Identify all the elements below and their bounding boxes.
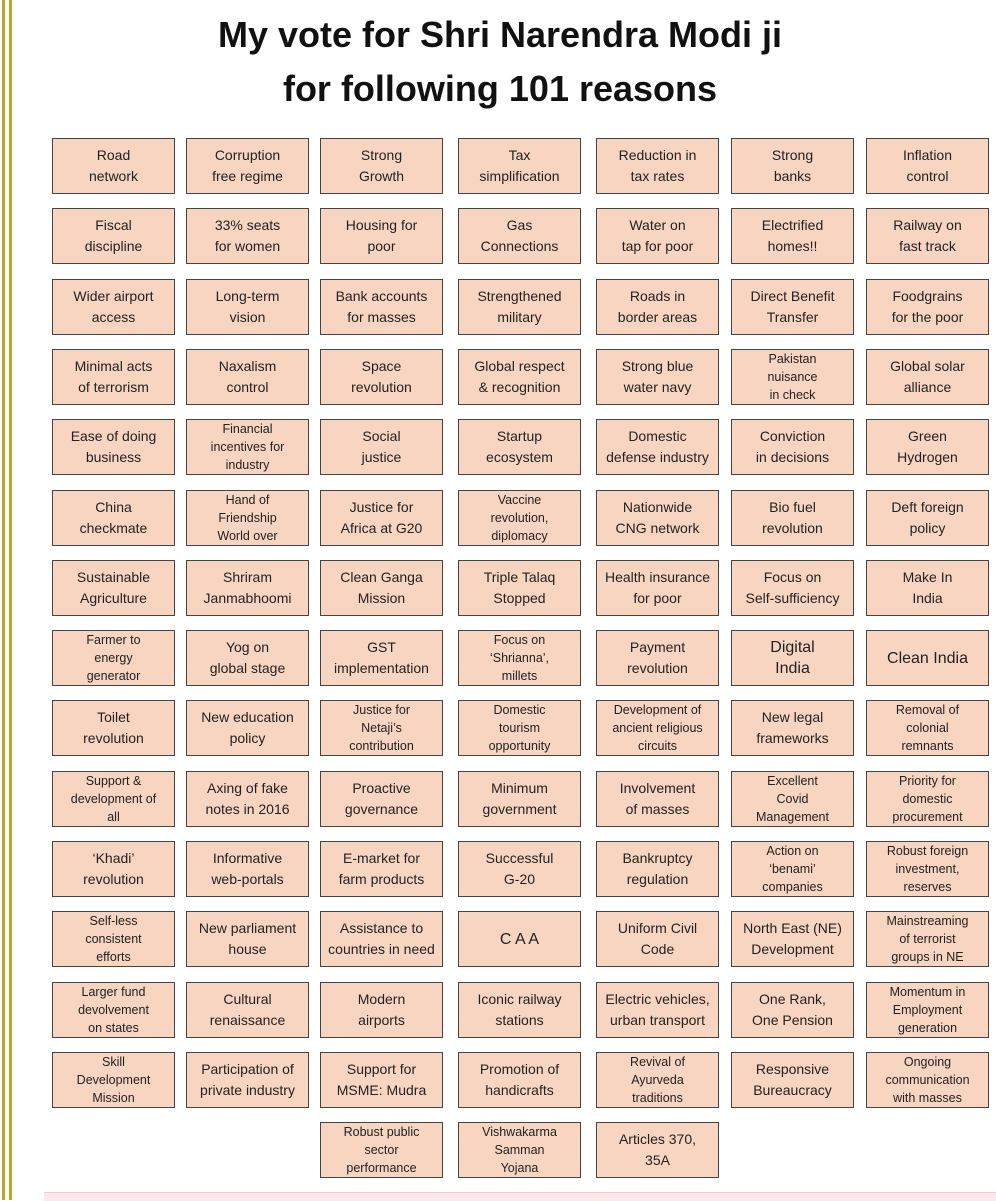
reason-box: Support & development of all (52, 771, 175, 827)
reason-box: Promotion of handicrafts (458, 1052, 581, 1108)
reason-box: Clean Ganga Mission (320, 560, 443, 616)
reason-box: Water on tap for poor (596, 208, 719, 264)
reason-box: Social justice (320, 419, 443, 475)
reason-box: Financial incentives for industry (186, 419, 309, 475)
reason-box: Green Hydrogen (866, 419, 989, 475)
reason-box: Pakistan nuisance in check (731, 349, 854, 405)
reason-box: Long-term vision (186, 279, 309, 335)
reason-box: Gas Connections (458, 208, 581, 264)
reason-box: Space revolution (320, 349, 443, 405)
reason-box: E-market for farm products (320, 841, 443, 897)
reason-box: GST implementation (320, 630, 443, 686)
reason-box: Bank accounts for masses (320, 279, 443, 335)
reason-box: Larger fund devolvement on states (52, 982, 175, 1038)
reason-box: Minimum government (458, 771, 581, 827)
reason-box: Uniform Civil Code (596, 911, 719, 967)
reason-box: New education policy (186, 700, 309, 756)
reason-box: Road network (52, 138, 175, 194)
reason-box: Involvement of masses (596, 771, 719, 827)
reason-box: Fiscal discipline (52, 208, 175, 264)
reason-box: Priority for domestic procurement (866, 771, 989, 827)
reason-box: Deft foreign policy (866, 490, 989, 546)
reason-box: Domestic defense industry (596, 419, 719, 475)
reason-box: Robust public sector performance (320, 1122, 443, 1178)
reason-box: Support for MSME: Mudra (320, 1052, 443, 1108)
reason-box: Payment revolution (596, 630, 719, 686)
reason-box: Modern airports (320, 982, 443, 1038)
reason-box: Strong blue water navy (596, 349, 719, 405)
reason-box: Digital India (731, 630, 854, 686)
reason-box: Ease of doing business (52, 419, 175, 475)
reason-box: ‘Khadi’ revolution (52, 841, 175, 897)
reason-box: Excellent Covid Management (731, 771, 854, 827)
reason-box: Make In India (866, 560, 989, 616)
reason-box: Focus on ‘Shrianna’, millets (458, 630, 581, 686)
reason-box: Inflation control (866, 138, 989, 194)
reason-box: Minimal acts of terrorism (52, 349, 175, 405)
reason-box: Conviction in decisions (731, 419, 854, 475)
reason-box: Ongoing communication with masses (866, 1052, 989, 1108)
reason-box: Proactive governance (320, 771, 443, 827)
reason-box: Informative web-portals (186, 841, 309, 897)
reason-box: New parliament house (186, 911, 309, 967)
reason-box: C A A (458, 911, 581, 967)
reason-box: Electric vehicles, urban transport (596, 982, 719, 1038)
reason-box: Self-less consistent efforts (52, 911, 175, 967)
reason-box: Corruption free regime (186, 138, 309, 194)
reason-box: Shriram Janmabhoomi (186, 560, 309, 616)
reason-box: Global solar alliance (866, 349, 989, 405)
reason-box: Yog on global stage (186, 630, 309, 686)
reason-box: Strengthened military (458, 279, 581, 335)
reason-box: Development of ancient religious circuits (596, 700, 719, 756)
reason-box: Naxalism control (186, 349, 309, 405)
reason-box: Reduction in tax rates (596, 138, 719, 194)
reason-box: Wider airport access (52, 279, 175, 335)
reason-box: Justice for Africa at G20 (320, 490, 443, 546)
reason-box: Domestic tourism opportunity (458, 700, 581, 756)
reason-box: Direct Benefit Transfer (731, 279, 854, 335)
reason-box: Mainstreaming of terrorist groups in NE (866, 911, 989, 967)
reason-box: China checkmate (52, 490, 175, 546)
reason-box: Justice for Netaji’s contribution (320, 700, 443, 756)
reason-box: Electrified homes!! (731, 208, 854, 264)
reason-box: Action on ‘benami’ companies (731, 841, 854, 897)
reason-box: Axing of fake notes in 2016 (186, 771, 309, 827)
reason-box: Startup ecosystem (458, 419, 581, 475)
reason-box: Vaccine revolution, diplomacy (458, 490, 581, 546)
reason-box: Farmer to energy generator (52, 630, 175, 686)
reason-box: New legal frameworks (731, 700, 854, 756)
reason-box: Iconic railway stations (458, 982, 581, 1038)
reason-box: Clean India (866, 630, 989, 686)
reason-box: Sustainable Agriculture (52, 560, 175, 616)
reason-box: Global respect & recognition (458, 349, 581, 405)
reason-box: Assistance to countries in need (320, 911, 443, 967)
reason-box: Foodgrains for the poor (866, 279, 989, 335)
reason-box: Successful G-20 (458, 841, 581, 897)
title-line-1: My vote for Shri Narendra Modi ji (217, 14, 783, 55)
reason-box: Roads in border areas (596, 279, 719, 335)
reason-box: Health insurance for poor (596, 560, 719, 616)
reason-box: Railway on fast track (866, 208, 989, 264)
reason-box: Focus on Self-sufficiency (731, 560, 854, 616)
reason-box: Articles 370, 35A (596, 1122, 719, 1178)
reason-box: Robust foreign investment, reserves (866, 841, 989, 897)
reason-box: North East (NE) Development (731, 911, 854, 967)
reason-box: Responsive Bureaucracy (731, 1052, 854, 1108)
reason-box: Cultural renaissance (186, 982, 309, 1038)
reason-box: One Rank, One Pension (731, 982, 854, 1038)
reason-box: Housing for poor (320, 208, 443, 264)
reason-box: Nationwide CNG network (596, 490, 719, 546)
reason-box: Momentum in Employment generation (866, 982, 989, 1038)
title-line-2: for following 101 reasons (282, 68, 718, 109)
reason-box: 33% seats for women (186, 208, 309, 264)
reason-box: Toilet revolution (52, 700, 175, 756)
reason-box: Removal of colonial remnants (866, 700, 989, 756)
reason-box: Strong Growth (320, 138, 443, 194)
reason-box: Triple Talaq Stopped (458, 560, 581, 616)
reason-box: Vishwakarma Samman Yojana (458, 1122, 581, 1178)
reason-box: Bio fuel revolution (731, 490, 854, 546)
reason-box: Participation of private industry (186, 1052, 309, 1108)
reason-box: Revival of Ayurveda traditions (596, 1052, 719, 1108)
reason-box: Tax simplification (458, 138, 581, 194)
reason-box: Bankruptcy regulation (596, 841, 719, 897)
reason-box: Skill Development Mission (52, 1052, 175, 1108)
reason-box: Strong banks (731, 138, 854, 194)
reason-box: Hand of Friendship World over (186, 490, 309, 546)
